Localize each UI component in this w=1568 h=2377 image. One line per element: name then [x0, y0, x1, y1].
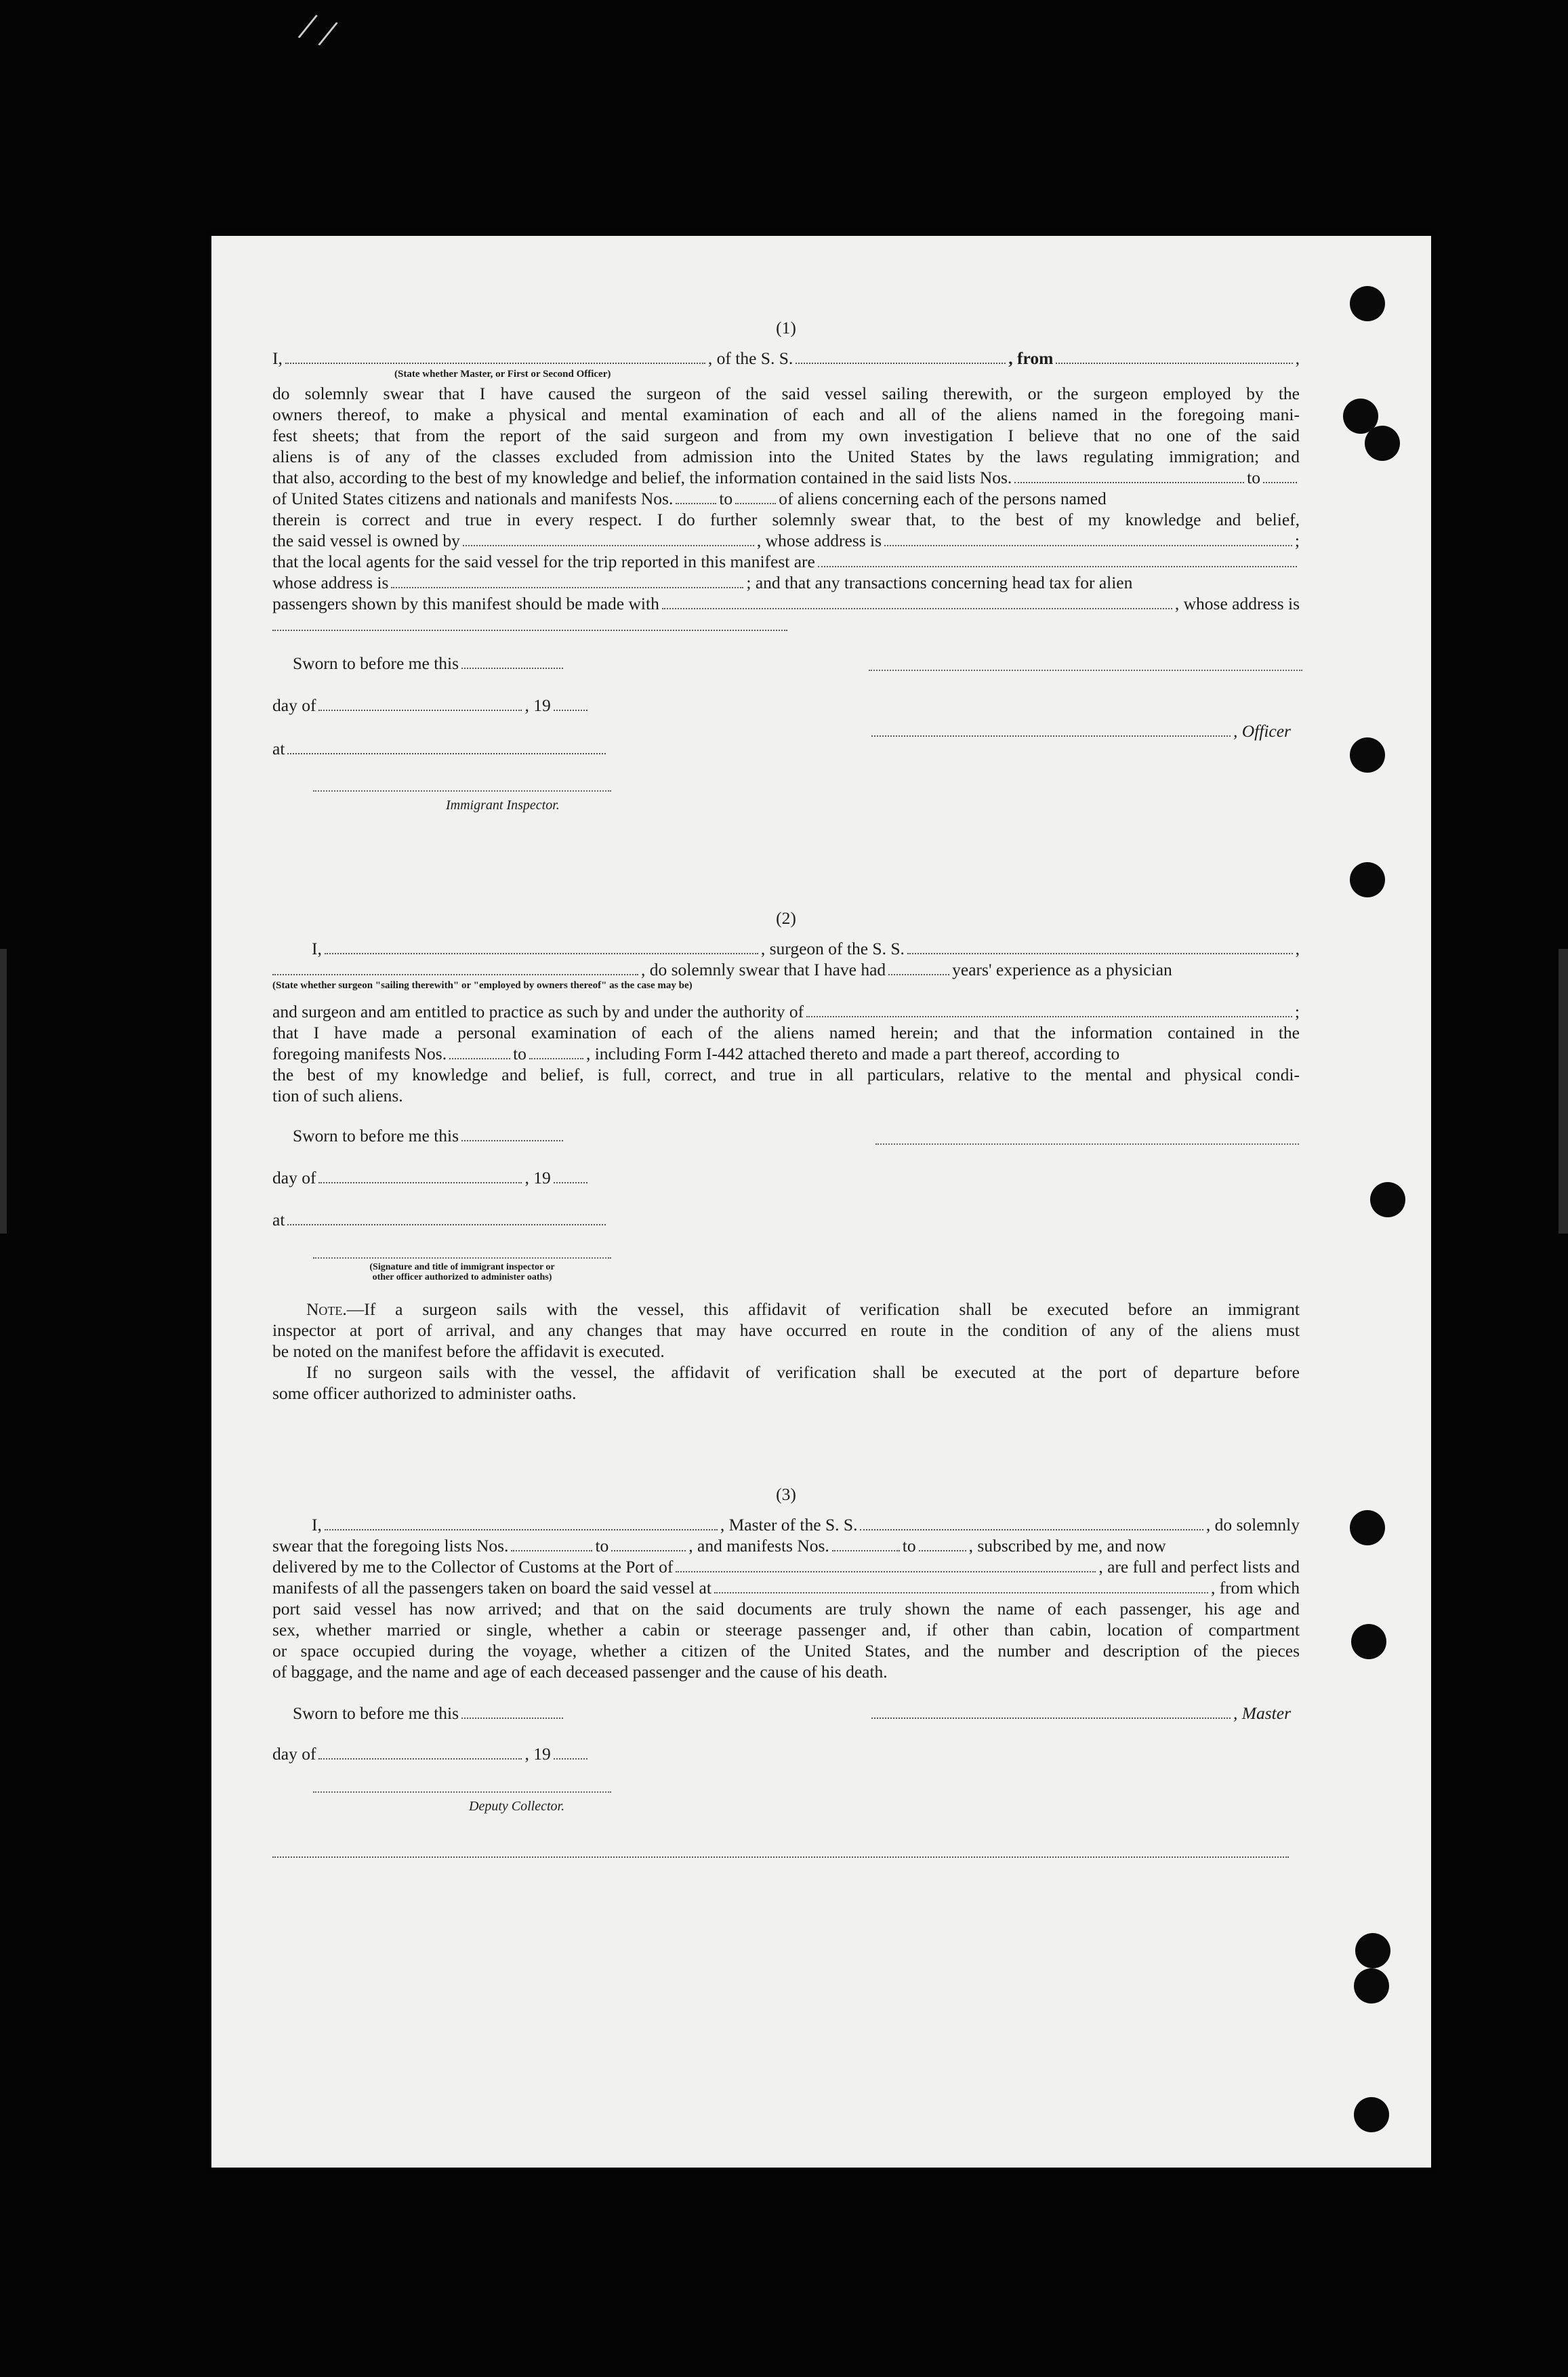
blank-list-from [1014, 481, 1244, 483]
bottom-rule [272, 1856, 1289, 1858]
body-line: of baggage, and the name and age of each deceased passenger and the cause of his death. [272, 1662, 888, 1682]
text: to [1247, 468, 1260, 487]
text: , surgeon of the S. S. [760, 939, 905, 958]
scan-mark: / / [295, 3, 342, 57]
sworn-line [293, 653, 566, 674]
body-line [272, 551, 1300, 572]
body-line: owners thereof, to make a physical and mental examination of each and all of the aliens named in the foregoing mani- [272, 405, 1300, 424]
body-line [272, 1535, 1300, 1556]
blank-list-to [611, 1549, 686, 1551]
blank-manifest-to [919, 1549, 966, 1551]
note-line: inspector at port of arrival, and any changes that may have occurred en route in the condition of any of the aliens must [272, 1320, 1300, 1340]
blank-list-from [511, 1549, 592, 1551]
blank-master-signature [871, 1717, 1231, 1719]
punch-hole [1350, 286, 1385, 321]
text: Sworn to before me this [293, 1126, 459, 1145]
blank-inspector-signature [313, 790, 611, 792]
blank-manifest-to [529, 1057, 583, 1059]
blank-port [676, 1570, 1096, 1572]
blank-owner-address [884, 544, 1292, 546]
text: , 19 [524, 695, 551, 715]
at-line [272, 738, 608, 759]
sworn-line [293, 1125, 566, 1146]
declarant-line [272, 1514, 1300, 1535]
section-number: (3) [776, 1484, 796, 1504]
text: , whose address is [756, 531, 882, 550]
text: , Master of the S. S. [720, 1515, 858, 1535]
section-number: (1) [776, 318, 796, 338]
text: , Officer [1233, 721, 1291, 741]
body-line: port said vessel has now arrived; and that on the said documents are truly shown the name of each passenger, his age and [272, 1599, 1300, 1619]
text: day of [272, 1168, 316, 1187]
punch-hole [1354, 2097, 1389, 2132]
section-1-master-affidavit [272, 317, 1300, 832]
text: , whose address is [1174, 594, 1300, 613]
body-line: fest sheets; that from the report of the said surgeon and from my own investigation I believe that no one of the said [272, 426, 1300, 445]
text: ; and that any transactions concerning head tax for alien [746, 573, 1133, 592]
blank-rank [285, 362, 705, 364]
section-1-signatures [272, 649, 1300, 832]
text: to [719, 489, 733, 508]
body-line [272, 1043, 1300, 1064]
body-line: tion of such aliens. [272, 1086, 403, 1105]
caption-line: other officer authorized to administer oaths) [372, 1272, 552, 1282]
punch-hole [1365, 426, 1400, 461]
body-line: that I have made a personal examination of each of the aliens named herein; and that the information contained in the [272, 1023, 1300, 1042]
text: —If a surgeon sails with the vessel, this affidavit of verification shall be executed before an immigrant [346, 1299, 1300, 1319]
body-line [272, 467, 1300, 488]
body-line [272, 1556, 1300, 1577]
blank-head-tax-party [662, 607, 1172, 609]
text: at [272, 739, 285, 758]
body-line [272, 593, 1300, 614]
punch-hole [1370, 1182, 1405, 1217]
text: , including Form I-442 attached thereto and made a part thereof, according to [585, 1044, 1120, 1063]
text: day of [272, 695, 316, 715]
blank-month [318, 709, 522, 711]
text: years' experience as a physician [952, 960, 1172, 979]
body-line [272, 572, 1300, 593]
note-line: be noted on the manifest before the affidavit is executed. [272, 1341, 665, 1361]
note-label: Note. [306, 1299, 347, 1319]
punch-hole [1355, 1933, 1390, 1968]
master-line [869, 1703, 1291, 1724]
text: that also, according to the best of my knowledge and belief, the information contained in the said lists Nos. [272, 468, 1012, 487]
text: passengers shown by this manifest should be made with [272, 594, 659, 613]
blank-manifest-from [449, 1057, 510, 1059]
blank-vessel [860, 1528, 1203, 1530]
officer-line [869, 720, 1291, 741]
body-line: the best of my knowledge and belief, is full, correct, and true in all particulars, relative to the mental and physical condi- [272, 1065, 1300, 1084]
text: ; [1294, 531, 1300, 550]
section-2-signatures [272, 1121, 1300, 1291]
blank-surgeon-signature [875, 1143, 1299, 1145]
blank-head-tax-address [272, 629, 787, 631]
declarant-line [272, 938, 1300, 959]
note-line: If no surgeon sails with the vessel, the affidavit of verification shall be executed at the port of departure before [306, 1362, 1300, 1382]
edge-streak [0, 949, 7, 1234]
body-line [272, 530, 1300, 551]
blank-surgeon-status [272, 973, 638, 975]
text: the said vessel is owned by [272, 531, 460, 550]
text: , 19 [524, 1744, 551, 1764]
text: swear that the foregoing lists Nos. [272, 1536, 509, 1556]
blank-embarkation-port [714, 1591, 1208, 1593]
blank-surgeon-name [325, 952, 758, 954]
blank-day [461, 667, 563, 669]
declarant-line [272, 348, 1300, 369]
day-of-line [272, 1743, 590, 1764]
text: , from [1008, 348, 1054, 368]
body-line: sex, whether married or single, whether a cabin or steerage passenger and, if other than cabin, location of compartment [272, 1620, 1300, 1640]
section-3-master-arrival-affidavit [272, 1484, 1300, 1858]
text: I, [272, 348, 283, 368]
blank-year [554, 1181, 587, 1183]
body-line: or space occupied during the voyage, whether a citizen of the United States, and the number and description of the pieces [272, 1641, 1300, 1661]
body-line [272, 1577, 1300, 1598]
body-line [272, 488, 1300, 509]
text: I, [312, 1515, 322, 1535]
surgeon-caption: (State whether surgeon "sailing therewith" or "employed by owners thereof" as the case may be) [272, 980, 693, 991]
edge-streak [1559, 949, 1568, 1234]
text: to [513, 1044, 527, 1063]
text: , of the S. S. [707, 348, 793, 368]
text: I, [312, 939, 322, 958]
blank-month [318, 1181, 522, 1183]
sworn-line [293, 1703, 566, 1724]
text: at [272, 1210, 285, 1230]
note [272, 1299, 1300, 1404]
body-line [272, 1001, 1300, 1022]
text: of United States citizens and nationals and manifests Nos. [272, 489, 674, 508]
text: , do solemnly [1205, 1515, 1300, 1535]
rank-caption: (State whether Master, or First or Second Officer) [394, 369, 611, 380]
blank-year [554, 709, 587, 711]
collector-caption: Deputy Collector. [469, 1799, 565, 1814]
text: day of [272, 1744, 316, 1764]
at-line [272, 1209, 608, 1230]
blank-collector-signature [313, 1791, 611, 1793]
text: , do solemnly swear that I have had [641, 960, 886, 979]
blank-place [287, 752, 606, 754]
body-line: do solemnly swear that I have caused the surgeon of the said vessel sailing therewith, or the surgeon employed by the [272, 384, 1300, 403]
blank-manifest-to [735, 502, 776, 504]
day-of-line [272, 695, 590, 716]
blank-day [461, 1717, 563, 1719]
text: to [595, 1536, 609, 1556]
blank-vessel [907, 952, 1293, 954]
punch-hole [1350, 862, 1385, 897]
blank-vessel [796, 362, 1006, 364]
text: and surgeon and am entitled to practice as such by and under the authority of [272, 1002, 804, 1021]
blank-owner [463, 544, 754, 546]
text: , from which [1210, 1578, 1300, 1598]
note-line [272, 1299, 1300, 1320]
blank-agent-address [391, 586, 743, 588]
blank-manifest-from [832, 1549, 900, 1551]
inspector-caption: Immigrant Inspector. [446, 798, 560, 813]
body-line: aliens is of any of the classes excluded from admission into the United States by the laws regulating immigration; and [272, 447, 1300, 466]
text: of aliens concerning each of the persons named [779, 489, 1107, 508]
blank-list-to [1263, 481, 1297, 483]
text: manifests of all the passengers taken on board the said vessel at [272, 1578, 711, 1598]
text: , Master [1233, 1703, 1291, 1723]
section-3-signatures [272, 1699, 1300, 1834]
blank-place [287, 1223, 606, 1225]
text: Sworn to before me this [293, 653, 459, 673]
text: delivered by me to the Collector of Customs at the Port of [272, 1557, 674, 1577]
blank-years [888, 973, 949, 975]
body-line: therein is correct and true in every respect. I do further solemnly swear that, to the best of my knowledge and belief, [272, 510, 1300, 529]
blank-officer-signature [313, 1257, 611, 1259]
blank-officer-signature [871, 735, 1231, 737]
blank-local-agents [818, 565, 1297, 567]
text: , 19 [524, 1168, 551, 1187]
blank-day [461, 1139, 563, 1141]
blank-manifest-from [676, 502, 716, 504]
manifest-affidavit-page [211, 236, 1431, 2168]
text: , [1295, 939, 1300, 958]
text: Sworn to before me this [293, 1703, 459, 1723]
text: , subscribed by me, and now [968, 1536, 1166, 1556]
note-line: some officer authorized to administer oaths. [272, 1383, 577, 1403]
punch-hole [1354, 1968, 1389, 2004]
caption-line: (Signature and title of immigrant inspector or [369, 1262, 555, 1272]
text: to [902, 1536, 916, 1556]
blank-master-name [325, 1528, 718, 1530]
text: , and manifests Nos. [688, 1536, 829, 1556]
blank-year [554, 1758, 587, 1760]
section-2-surgeon-affidavit [272, 908, 1300, 1404]
blank-authority [806, 1015, 1292, 1017]
text: , [1295, 348, 1300, 368]
punch-hole [1350, 737, 1385, 773]
text: ; [1294, 1002, 1300, 1021]
text: whose address is [272, 573, 389, 592]
text: that the local agents for the said vessel for the trip reported in this manifest are [272, 552, 815, 571]
blank-signature [869, 669, 1302, 671]
affidavits [272, 317, 1300, 1858]
text: foregoing manifests Nos. [272, 1044, 447, 1063]
punch-hole [1351, 1624, 1386, 1659]
signature-caption [313, 1262, 611, 1282]
blank-month [318, 1758, 522, 1760]
text: , are full and perfect lists and [1098, 1557, 1300, 1577]
blank-from-port [1056, 362, 1292, 364]
punch-hole [1350, 1510, 1385, 1545]
day-of-line [272, 1167, 590, 1188]
declarant-line-2 [272, 959, 1300, 980]
section-number: (2) [776, 908, 796, 928]
